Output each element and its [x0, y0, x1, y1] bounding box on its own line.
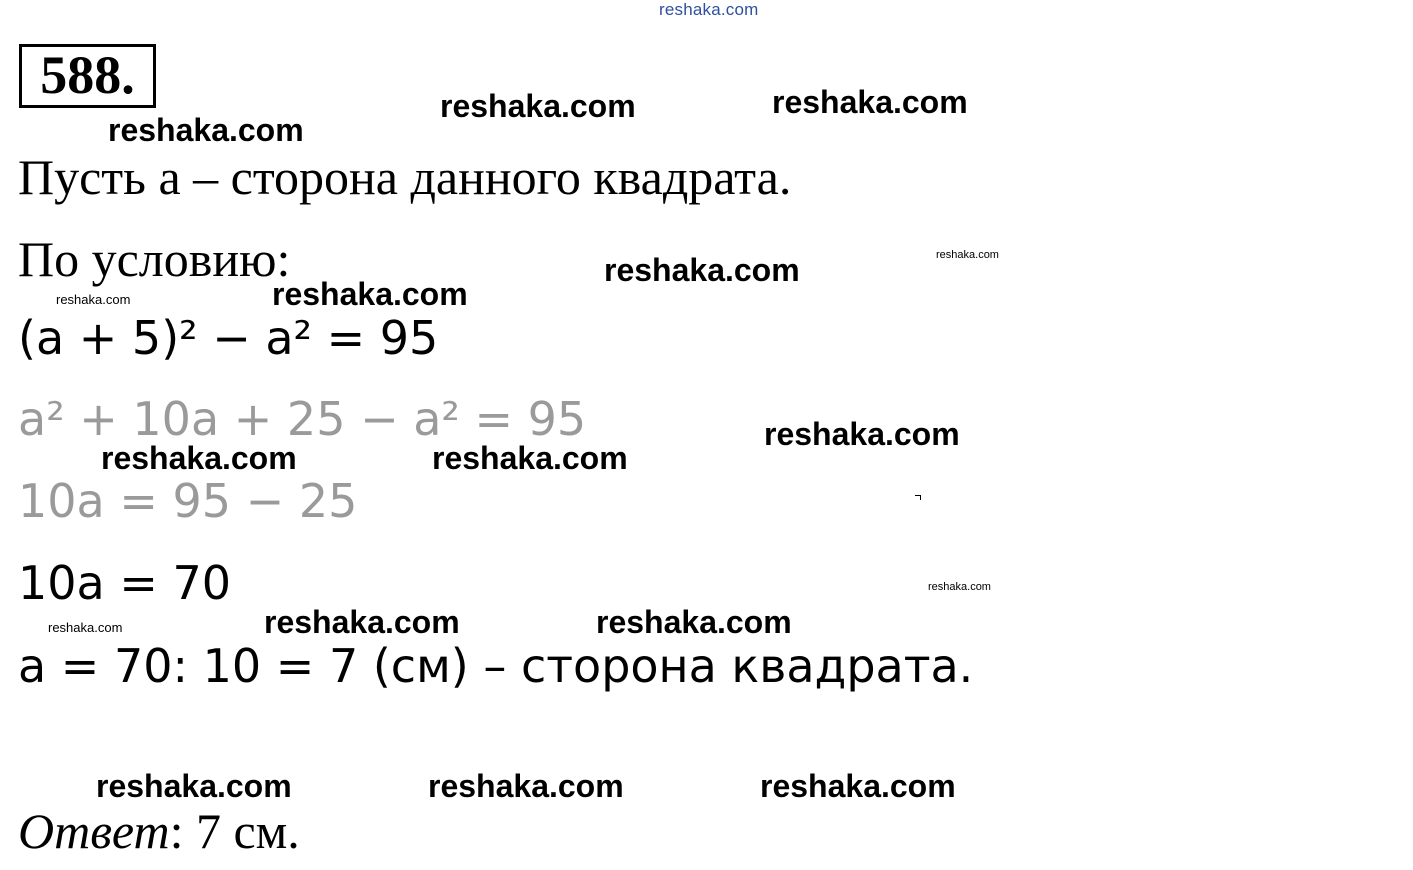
watermark-text: reshaka.com [432, 440, 628, 476]
watermark-text: reshaka.com [440, 88, 636, 124]
top-watermark: reshaka.com [659, 0, 759, 19]
stray-mark [915, 495, 921, 500]
watermark-text: reshaka.com [428, 768, 624, 804]
equation-4: 10a = 70 [18, 556, 232, 610]
watermark-text: reshaka.com [596, 604, 792, 640]
watermark-text: reshaka.com [96, 768, 292, 804]
equation-2: a² + 10a + 25 − a² = 95 [18, 392, 587, 446]
answer-line [18, 803, 300, 859]
watermark-text: reshaka.com [264, 604, 460, 640]
intro-line: Пусть a – сторона данного квадрата. [18, 149, 792, 205]
problem-number-box [19, 44, 156, 108]
watermark-text: reshaka.com [772, 84, 968, 120]
watermark-text: reshaka.com [764, 416, 960, 452]
answer-value: : 7 см. [169, 803, 300, 859]
watermark-text: reshaka.com [604, 252, 800, 288]
watermark-text: reshaka.com [101, 440, 297, 476]
watermark-small: reshaka.com [936, 249, 999, 261]
watermark-text: reshaka.com [108, 112, 304, 148]
equation-1: (a + 5)² − a² = 95 [18, 311, 439, 365]
watermark-small: reshaka.com [928, 581, 991, 593]
condition-line: По условию: [18, 231, 291, 287]
equation-5: a = 70: 10 = 7 (см) – сторона квадрата. [18, 639, 974, 693]
watermark-small: reshaka.com [56, 292, 131, 307]
watermark-text: reshaka.com [760, 768, 956, 804]
equation-3: 10a = 95 − 25 [18, 474, 358, 528]
problem-number: 588. [40, 45, 135, 105]
watermark-small: reshaka.com [48, 620, 123, 635]
answer-label: Ответ [18, 803, 170, 859]
watermark-text: reshaka.com [272, 276, 468, 312]
